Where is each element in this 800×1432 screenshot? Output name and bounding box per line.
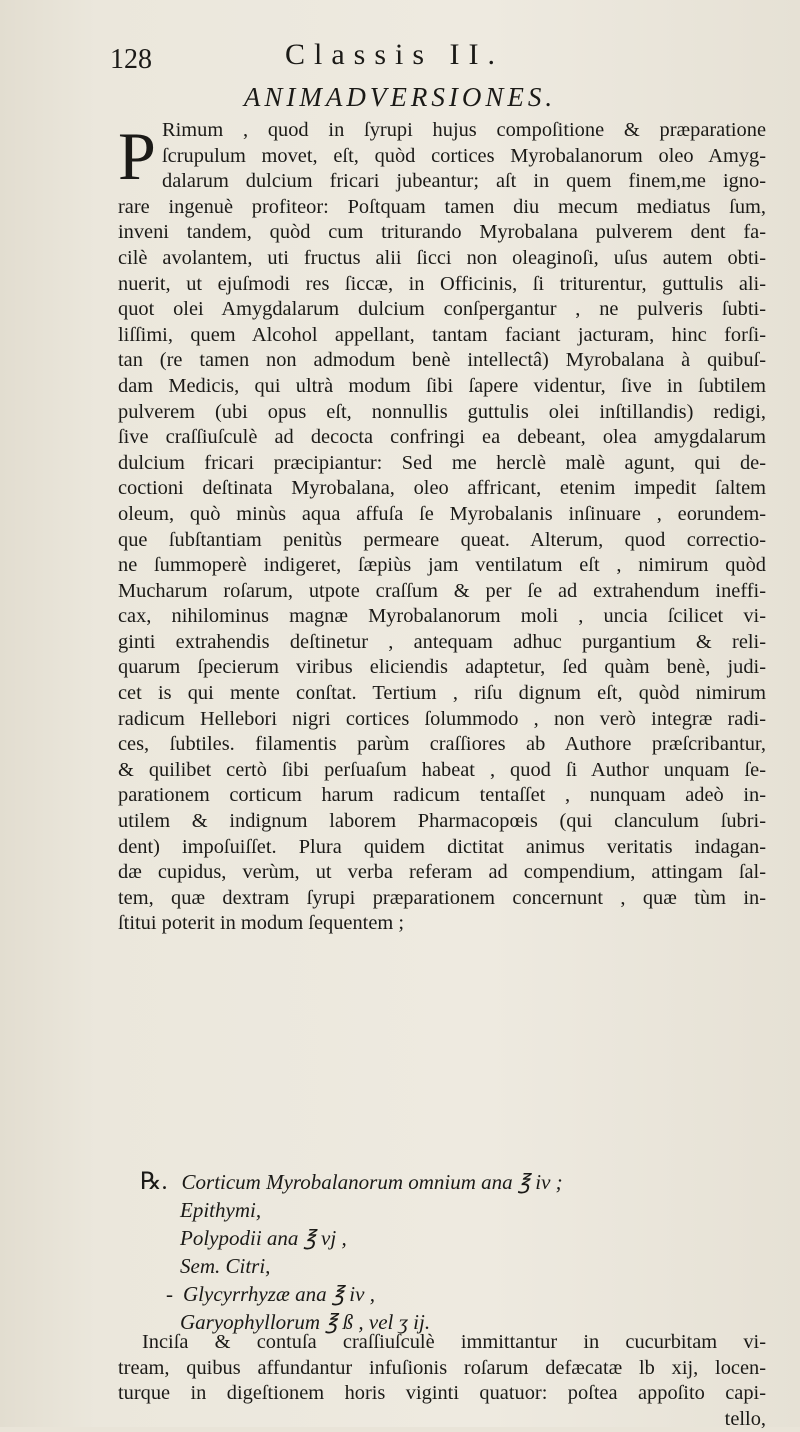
text-line: & quilibet certò ſibi perſuaſum habeat , quod ſi Author unquam ſe- (118, 758, 766, 781)
text-line: rare ingenuè profiteor: Poſtquam tamen diu mecum mediatus ſum, (118, 195, 766, 218)
text-line: turque in digeſtionem horis viginti quatuor: poſtea appoſito capi- (118, 1382, 766, 1405)
text-line: que ſubſtantiam penitùs permeare queat. Alterum, quod correctio- (118, 528, 766, 551)
rx-symbol: ℞. (140, 1169, 168, 1195)
page-number: 128 (110, 44, 152, 75)
text-line: cet is qui mente conſtat. Tertium , riſu dignum eſt, quòd nimirum (118, 682, 766, 705)
recipe-item: Polypodii ana ℥ vj , (180, 1226, 347, 1250)
dash-mark: - (166, 1282, 173, 1306)
running-title: Classis II. (285, 38, 504, 71)
text-line: ſtitui poterit in modum ſequentem ; (118, 912, 404, 935)
text-line: inveni tandem, quòd cum triturando Myrobalana pulverem dent fa- (118, 221, 766, 244)
text-line: ginti extrahendis deſtinetur , antequam adhuc purgantium & reli- (118, 630, 766, 653)
section-heading: ANIMADVERSIONES. (243, 82, 557, 112)
text-line: ſive craſſiuſculè ad decocta confringi ea debeant, olea amygdalarum (118, 426, 766, 449)
text-line: coctioni deſtinata Myrobalana, oleo affricant, etenim impedit ſaltem (118, 477, 766, 500)
text-line: Rimum , quod in ſyrupi hujus compoſitione & præparatione (162, 119, 766, 141)
body-text (118, 118, 766, 937)
text-line: ne ſummoperè indigeret, ſæpiùs jam ventilatum eſt , nimirum quòd (118, 554, 766, 577)
text-line: quarum ſpecierum viribus eliciendis adaptetur, ſed quàm benè, judi- (118, 656, 766, 679)
recipe-item-text: Corticum Myrobalanorum omnium ana ℥ iv ; (181, 1170, 563, 1194)
drop-cap: P (118, 118, 156, 194)
text-line: ſcrupulum movet, eſt, quòd cortices Myrobalanorum oleo Amyg- (162, 144, 766, 167)
text-line: tream, quibus affundantur infuſionis roſarum defæcatæ lb xij, locen- (118, 1356, 766, 1379)
catchword: tello, (724, 1407, 766, 1430)
text-line: cilè avolantem, uti fructus alii ſicci non oleaginoſi, uſus autem obti- (118, 246, 766, 269)
text-line: pulverem (ubi opus eſt, nonnullis guttulis olei inſtillandis) redigi, (118, 400, 766, 423)
text-line: oleum, quò minùs aqua affuſa ſe Myrobalanis inſinuare , eorundem- (118, 502, 766, 525)
recipe-item: Epithymi, (180, 1198, 262, 1222)
text-line: liſſimi, quem Alcohol appellant, tantam faciant jacturam, hinc forſi- (118, 323, 766, 346)
recipe-block (140, 1168, 700, 1336)
closing-paragraph (118, 1330, 766, 1432)
text-line: cax, nihilominus magnæ Myrobalanorum moli , uncia ſcilicet vi- (118, 605, 766, 628)
text-line: Inciſa & contuſa craſſiuſculè immittantur in cucurbitam vi- (142, 1331, 766, 1353)
text-line: dam Medicis, qui ultrà modum ſibi ſapere videntur, ſive in ſubtilem (118, 374, 766, 397)
text-line: nuerit, ut ejuſmodi res ſiccæ, in Officinis, ſi triturentur, guttulis ali- (118, 272, 766, 295)
text-line: radicum Hellebori nigri cortices ſolummodo , non verò integræ radi- (118, 707, 766, 730)
text-line: utilem & indignum laborem Pharmacopœis (qui clanculum ſubri- (118, 810, 766, 833)
text-line: tem, quæ dextram ſyrupi præparationem concernunt , quæ tùm in- (118, 886, 766, 909)
recipe-item-text: Glycyrrhyzæ ana ℥ iv , (183, 1282, 375, 1306)
recipe-item: Garyophyllorum ℥ ß , vel ʒ ij. (180, 1310, 431, 1334)
recipe-item: Sem. Citri, (180, 1254, 271, 1278)
text-line: dalarum dulcium fricari jubeantur; aſt in quem finem,me igno- (162, 170, 766, 193)
text-line: ces, ſubtiles. filamentis parùm craſſiores ab Authore præſcribantur, (118, 733, 766, 756)
recipe-item (140, 1280, 700, 1308)
recipe-item (140, 1168, 700, 1196)
text-line: Mucharum roſarum, utpote craſſum & per ſe ad extrahendum ineffi- (118, 579, 766, 602)
text-line: quot olei Amygdalarum dulcium conſpergantur , ne pulveris ſubti- (118, 298, 766, 321)
text-line: dulcium fricari præcipiantur: Sed me herclè malè agunt, qui de- (118, 451, 766, 474)
running-head (110, 38, 750, 78)
text-line: tan (re tamen non admodum benè intellectâ) Myrobalana à quibuſ- (118, 349, 766, 372)
text-line: dæ cupidus, verùm, ut verba referam ad compendium, attingam ſal- (118, 861, 766, 884)
text-line: parationem corticum harum radicum tentaſſet , nunquam adeò in- (118, 784, 766, 807)
text-line: dent) impoſuiſſet. Plura quidem dictitat animus veritatis indagan- (118, 835, 766, 858)
